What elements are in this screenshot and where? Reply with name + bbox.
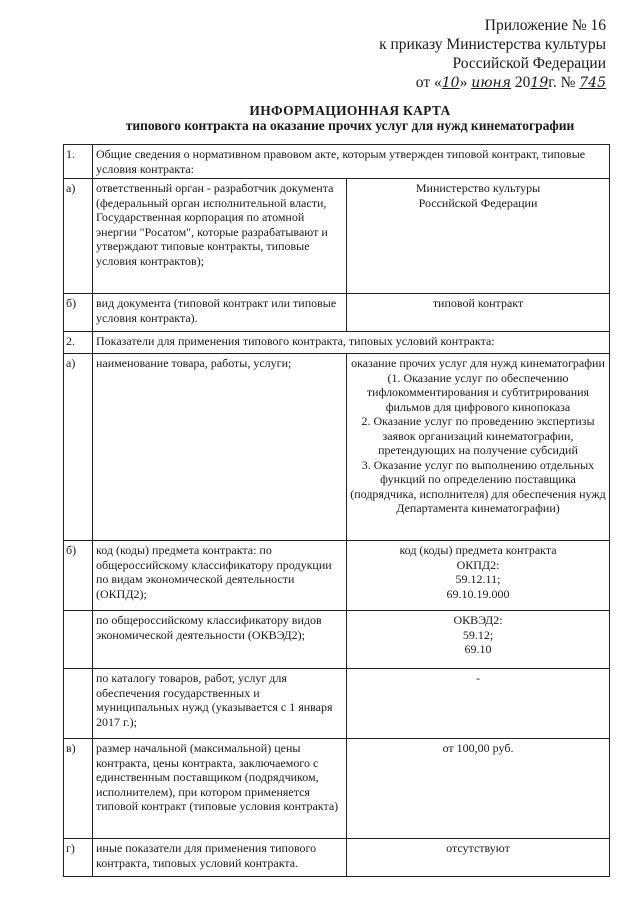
row-2g-right: отсутствуют (347, 839, 610, 877)
row-2a-right-line-4: 3. Оказание услуг по выполнению отдельных функций по определению поставщика (подрядчика, исполнителя) для обеспечения нужд Департамента кинематографии) (350, 457, 606, 515)
okpd-line-4: 69.10.19.000 (446, 586, 510, 601)
section-1-row (64, 145, 610, 179)
okpd-line-1: код (коды) предмета контракта (399, 543, 557, 557)
appendix-line-1: Приложение № 16 (484, 17, 606, 34)
row-2a-left: наименование товара, работы, услуги; (93, 354, 347, 541)
row-2a-right-line-2: (1. Оказание услуг по обеспечению тифлокомментирования и субтитрирования фильмов для цифрового кинопоказа (366, 370, 590, 414)
date-prefix: от « (415, 74, 442, 91)
row-2b-left-okpd: код (коды) предмета контракта: по общероссийскому классификатору продукции по видам экономической деятельности (ОКПД2); (93, 541, 347, 611)
information-card-table (63, 144, 610, 877)
row-2b-catalog-number-blank (64, 669, 93, 739)
appendix-date-line (379, 73, 606, 93)
okved-line-3: 69.10 (464, 642, 492, 656)
row-2v-right: от 100,00 руб. (347, 739, 610, 839)
date-month: июня (471, 75, 512, 91)
row-2g-number: г) (64, 839, 93, 877)
okpd-line-3: 59.12.11; (455, 572, 501, 586)
appendix-header (379, 16, 606, 93)
row-2b-left-catalog: по каталогу товаров, работ, услуг для обеспечения государственных и муниципальных нужд (указывается с 1 января 2017 г.); (93, 669, 347, 739)
date-year: 19 (530, 75, 549, 91)
section-2-row (64, 332, 610, 354)
date-mid: » (459, 74, 472, 91)
row-2b-number: б) (64, 541, 93, 611)
section-2-number: 2. (64, 332, 93, 354)
row-1b-number: б) (64, 294, 93, 332)
row-2a-number: а) (64, 354, 93, 541)
okpd-line-2: ОКПД2: (456, 557, 500, 572)
order-number: 745 (579, 75, 606, 91)
row-2g-left: иные показатели для применения типового контракта, типовых условий контракта. (93, 839, 347, 877)
okved-line-1: ОКВЭД2: (453, 613, 503, 627)
row-1a-right-line-1: Министерство культуры (415, 181, 541, 195)
row-2v-left: размер начальной (максимальной) цены контракта, цены контракта, заключаемого с единственным поставщиком (подрядчиком, исполнителем), при котором применяется типовой контракт (типовые условия контракта) (93, 739, 347, 839)
title-line-2: типового контракта на оказание прочих услуг для нужд кинематографии (125, 118, 575, 133)
date-year-prefix: 20 (511, 74, 531, 91)
row-1b-left: вид документа (типовой контракт или типовые условия контракта). (93, 294, 347, 332)
date-day: 10 (441, 75, 460, 91)
section-1-number: 1. (64, 145, 93, 179)
row-2b-left-okved: по общероссийскому классификатору видов экономической деятельности (ОКВЭД2); (93, 611, 347, 669)
row-2v-number: в) (64, 739, 93, 839)
row-2b-okpd (64, 541, 610, 611)
row-2b-right-okved (347, 611, 610, 669)
document-title (70, 103, 630, 133)
row-2b-right-okpd (347, 541, 610, 611)
appendix-line-3: Российской Федерации (452, 55, 606, 72)
row-1a (64, 179, 610, 294)
row-1a-right-line-2: Российской Федерации (418, 195, 538, 210)
row-2b-okved (64, 611, 610, 669)
row-1a-number: а) (64, 179, 93, 294)
row-1b-right: типовой контракт (347, 294, 610, 332)
row-1a-left: ответственный орган - разработчик документа (федеральный орган исполнительной власти, Государственная корпорация по атомной энергии "Росатом", которые разрабатывают и утверждают типовые контракты, типовые условия контрактов); (93, 179, 347, 294)
section-1-text: Общие сведения о нормативном правовом акте, которым утвержден типовой контракт, типовые условия контракта: (93, 145, 610, 179)
row-2g (64, 839, 610, 877)
row-2a-right (347, 354, 610, 541)
row-1b (64, 294, 610, 332)
row-2a-right-line-1: оказание прочих услуг для нужд кинематографии (351, 356, 605, 370)
row-2a-right-line-3: 2. Оказание услуг по проведению экспертизы заявок организаций кинематографии, претендующих на получение субсидий (361, 414, 595, 457)
section-2-text: Показатели для применения типового контракта, типовых условий контракта: (93, 332, 610, 354)
row-2b-okved-number-blank (64, 611, 93, 669)
row-2b-catalog (64, 669, 610, 739)
date-suffix: г. № (548, 74, 580, 91)
row-1a-right (347, 179, 610, 294)
row-2v (64, 739, 610, 839)
okved-line-2: 59.12; (462, 627, 494, 642)
appendix-line-2: к приказу Министерства культуры (379, 36, 606, 53)
title-line-1: ИНФОРМАЦИОННАЯ КАРТА (249, 103, 451, 118)
row-2a (64, 354, 610, 541)
row-2b-right-catalog: - (347, 669, 610, 739)
